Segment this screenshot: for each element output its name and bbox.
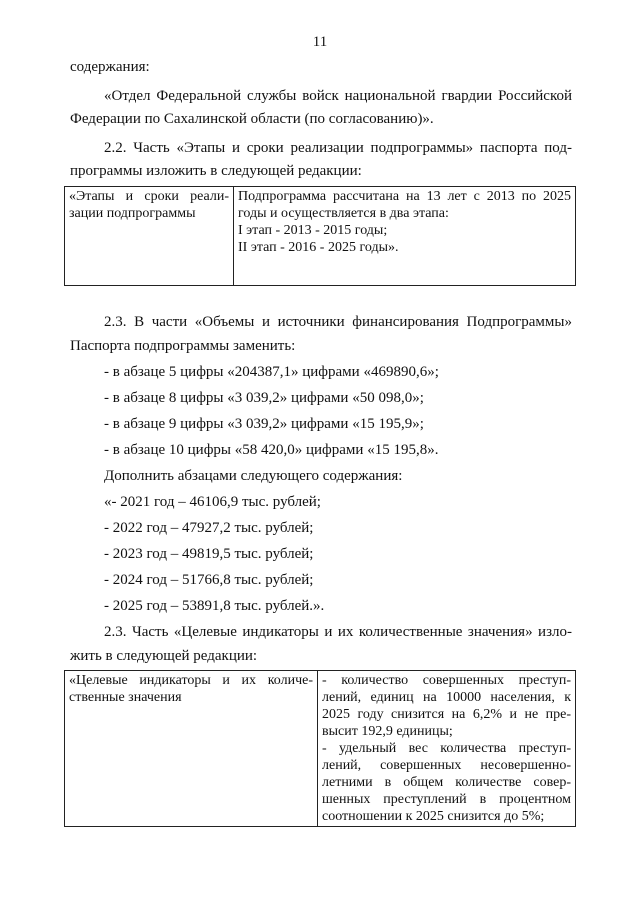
cell-line: шенных преступлений в процентном [322, 792, 571, 807]
cell-line: I этап - 2013 - 2015 годы; [238, 223, 388, 238]
cell-line: II этап - 2016 - 2025 годы». [238, 240, 399, 255]
cell-line: соотношении к 2025 снизится до 5%; [322, 809, 545, 824]
table-cell-value [234, 187, 576, 286]
table-cell-label [65, 671, 318, 827]
year-item: - 2022 год – 47927,2 тыс. рублей; [104, 520, 314, 536]
cell-line: ственные значения [69, 690, 182, 705]
paragraph-2-2-line-1: 2.2. Часть «Этапы и сроки реализации подпрограммы» паспорта под- [104, 140, 572, 156]
cell-line: Подпрограмма рассчитана на 13 лет с 2013 по 2025 [238, 189, 571, 204]
add-paragraphs-line: Дополнить абзацами следующего содержания: [104, 468, 403, 484]
section-2-3b-line-2: жить в следующей редакции: [70, 648, 258, 664]
quote-line-1: «Отдел Федеральной службы войск национальной гвардии Российской [104, 88, 572, 104]
year-item: - 2024 год – 51766,8 тыс. рублей; [104, 572, 314, 588]
cell-line: зации подпрограммы [69, 206, 196, 221]
cell-line: годы и осуществляется в два этапа: [238, 206, 449, 221]
year-item: - 2025 год – 53891,8 тыс. рублей.». [104, 598, 325, 614]
cell-line: летними в общем количестве совер- [322, 775, 571, 790]
replace-item: - в абзаце 5 цифры «204387,1» цифрами «469890,6»; [104, 364, 439, 380]
section-2-3b-line-1: 2.3. Часть «Целевые индикаторы и их количественные значения» изло- [104, 624, 572, 640]
replace-item: - в абзаце 10 цифры «58 420,0» цифрами «15 195,8». [104, 442, 439, 458]
table-row [65, 671, 576, 827]
year-item: - 2023 год – 49819,5 тыс. рублей; [104, 546, 314, 562]
cell-line: - удельный вес количества преступ- [322, 741, 571, 756]
year-item: «- 2021 год – 46106,9 тыс. рублей; [104, 494, 321, 510]
replace-item: - в абзаце 9 цифры «3 039,2» цифрами «15 195,9»; [104, 416, 424, 432]
replace-item: - в абзаце 8 цифры «3 039,2» цифрами «50 098,0»; [104, 390, 424, 406]
cell-line: лений, совершенных несовершенно- [322, 758, 571, 773]
stages-table [64, 186, 576, 286]
page-number: 11 [312, 34, 328, 50]
indicators-table [64, 670, 576, 827]
quote-line-2: Федерации по Сахалинской области (по согласованию)». [70, 111, 434, 127]
section-2-3-line-1: 2.3. В части «Объемы и источники финансирования Подпрограммы» [104, 314, 572, 330]
cell-line: - количество совершенных преступ- [322, 673, 571, 688]
table-cell-value [318, 671, 576, 827]
cell-line: лений, единиц на 10000 населения, к [322, 690, 571, 705]
cell-line: высит 192,9 единицы; [322, 724, 453, 739]
cell-line: 2025 году снизится на 6,2% и не пре- [322, 707, 571, 722]
table-row [65, 187, 576, 286]
intro-line: содержания: [70, 59, 150, 75]
cell-line: «Этапы и сроки реали- [69, 189, 229, 204]
table-cell-label [65, 187, 234, 286]
section-2-3-line-2: Паспорта подпрограммы заменить: [70, 338, 296, 354]
cell-line: «Целевые индикаторы и их количе- [69, 673, 313, 688]
paragraph-2-2-line-2: программы изложить в следующей редакции: [70, 163, 362, 179]
